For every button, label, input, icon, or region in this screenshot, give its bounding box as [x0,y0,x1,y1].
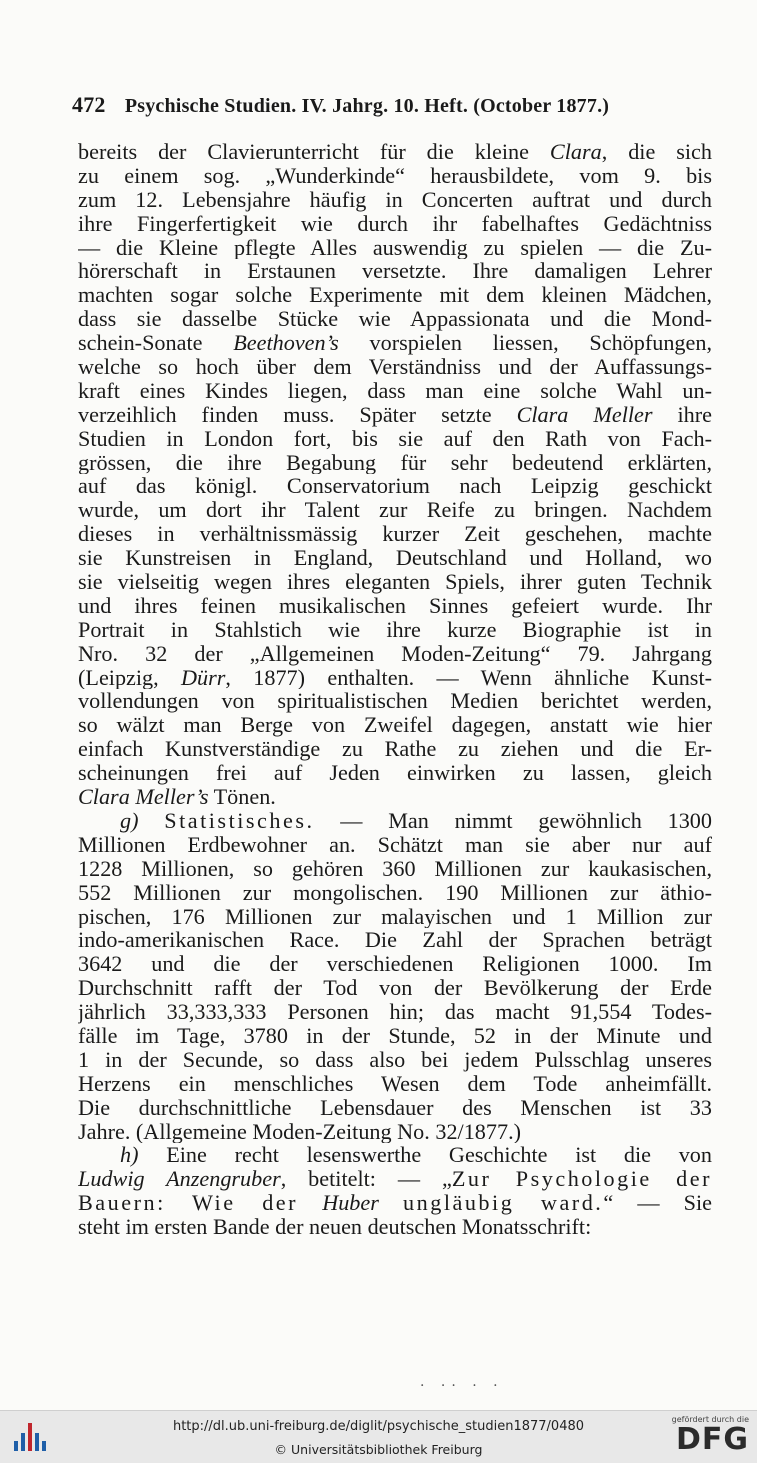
text-line: Millionen Erdbewohner an. Schätzt man sie aber nur auf [78,832,712,857]
text-line: dieses in verhältnissmässig kurzer Zeit geschehen, machte [78,522,712,547]
text-line: welche so hoch über dem Verständniss und der Auffassungs- [78,355,712,379]
text-line: kraft eines Kindes liegen, dass man eine solche Wahl un- [78,378,712,403]
running-header [72,92,712,118]
text-line: Jahre. (Allgemeine Moden-Zeitung No. 32/1877.) [78,1119,522,1144]
text-line: schein-Sonate Beethoven’s vorspielen liessen, Schöpfungen, [78,331,712,356]
text-line: Ludwig Anzengruber, betitelt: — „Zur Psychologie der [78,1167,712,1192]
dfg-logo [669,1415,749,1456]
text-line: wurde, um dort ihr Talent zur Reife zu bringen. Nachdem [78,498,712,523]
text-line: Portrait in Stahlstich wie ihre kurze Biographie ist in [78,617,712,642]
text-line: jährlich 33,333,333 Personen hin; das macht 91,554 Todes- [78,1000,712,1024]
text-line: sie Kunstreisen in England, Deutschland und Holland, wo [78,546,712,571]
text-line: scheinungen frei auf Jeden einwirken zu lassen, gleich [78,761,712,786]
text-line: Herzens ein menschliches Wesen dem Tode anheimfällt. [78,1071,712,1096]
text-line: dass sie dasselbe Stücke wie Appassionata und die Mond- [78,307,712,332]
text-line: zu einem sog. „Wunderkinde“ herausbildete, vom 9. bis [78,163,712,188]
text-line: hörerschaft in Erstaunen versetzte. Ihre damaligen Lehrer [78,259,712,284]
body-text [78,140,712,1239]
text-line: grössen, die ihre Begabung für sehr bedeutend erklärten, [78,450,712,475]
text-line: pischen, 176 Millionen zur malayischen und 1 Million zur [78,904,712,929]
text-line: einfach Kunstverständige zu Rathe zu ziehen und die Er- [78,737,712,762]
text-line: und ihres feinen musikalischen Sinnes gefeiert wurde. Ihr [78,593,712,618]
text-line: — die Kleine pflegte Alles auswendig zu spielen — die Zu- [78,235,712,260]
text-line: auf das königl. Conservatorium nach Leipzig geschickt [78,474,712,499]
footer-bar [0,1410,757,1463]
print-specks: · ·· · · [420,1378,504,1394]
text-line: 1 in der Secunde, so dass also bei jedem Pulsschlag unseres [78,1047,712,1072]
text-line: verzeihlich finden muss. Später setzte Clara Meller ihre [78,402,712,427]
text-line: zum 12. Lebensjahre häufig in Concerten auftrat und durch [78,187,712,212]
text-line: steht im ersten Bande der neuen deutschen Monatsschrift: [78,1215,592,1239]
text-line: h) Eine recht lesenswerthe Geschichte ist die von [120,1143,712,1168]
text-line: 552 Millionen zur mongolischen. 190 Millionen zur äthio- [78,880,712,905]
text-line: machten sogar solche Experimente mit dem kleinen Mädchen, [78,283,712,308]
source-url[interactable]: http://dl.ub.uni-freiburg.de/diglit/psychische_studien1877/0480 [172,1419,585,1434]
text-line: indo-amerikanischen Race. Die Zahl der Sprachen beträgt [78,928,712,953]
dfg-wordmark: DFG [675,1422,749,1457]
dfg-tagline: gefördert durch die [671,1415,749,1424]
text-line: Durchschnitt rafft der Tod von der Bevölkerung der Erde [78,976,712,1001]
text-line: Clara Meller’s Tönen. [78,785,276,809]
text-line: so wälzt man Berge von Zweifel dagegen, anstatt wie hier [78,713,712,738]
text-line: ihre Fingerfertigkeit wie durch ihr fabelhaftes Gedächtniss [78,211,712,236]
running-title: Psychische Studien. IV. Jahrg. 10. Heft. (October 1877.) [124,95,610,117]
text-line: Die durchschnittliche Lebensdauer des Menschen ist 33 [78,1095,712,1120]
page-number: 472 [72,92,106,117]
text-line: Bauern: Wie der Huber ungläubig ward.“ — Sie [78,1191,712,1216]
text-line: 1228 Millionen, so gehören 360 Millionen zur kaukasischen, [78,856,712,881]
text-line: bereits der Clavierunterricht für die kleine Clara, die sich [78,140,712,164]
copyright-notice: © Universitätsbibliothek Freiburg [274,1442,483,1457]
text-line: g) Statistisches. — Man nimmt gewöhnlich 1300 [120,808,712,833]
text-line: Nro. 32 der „Allgemeinen Moden-Zeitung“ 79. Jahrgang [78,641,712,666]
text-line: vollendungen von spiritualistischen Medien berichtet werden, [78,689,712,714]
text-line: (Leipzig, Dürr, 1877) enthalten. — Wenn ähnliche Kunst- [78,665,712,690]
text-line: Studien in London fort, bis sie auf den Rath von Fach- [78,426,712,451]
text-line: sie vielseitig wegen ihres eleganten Spiels, ihrer guten Technik [78,570,712,594]
text-line: fälle im Tage, 3780 in der Stunde, 52 in der Minute und [78,1023,712,1048]
text-line: 3642 und die der verschiedenen Religionen 1000. Im [78,952,712,977]
